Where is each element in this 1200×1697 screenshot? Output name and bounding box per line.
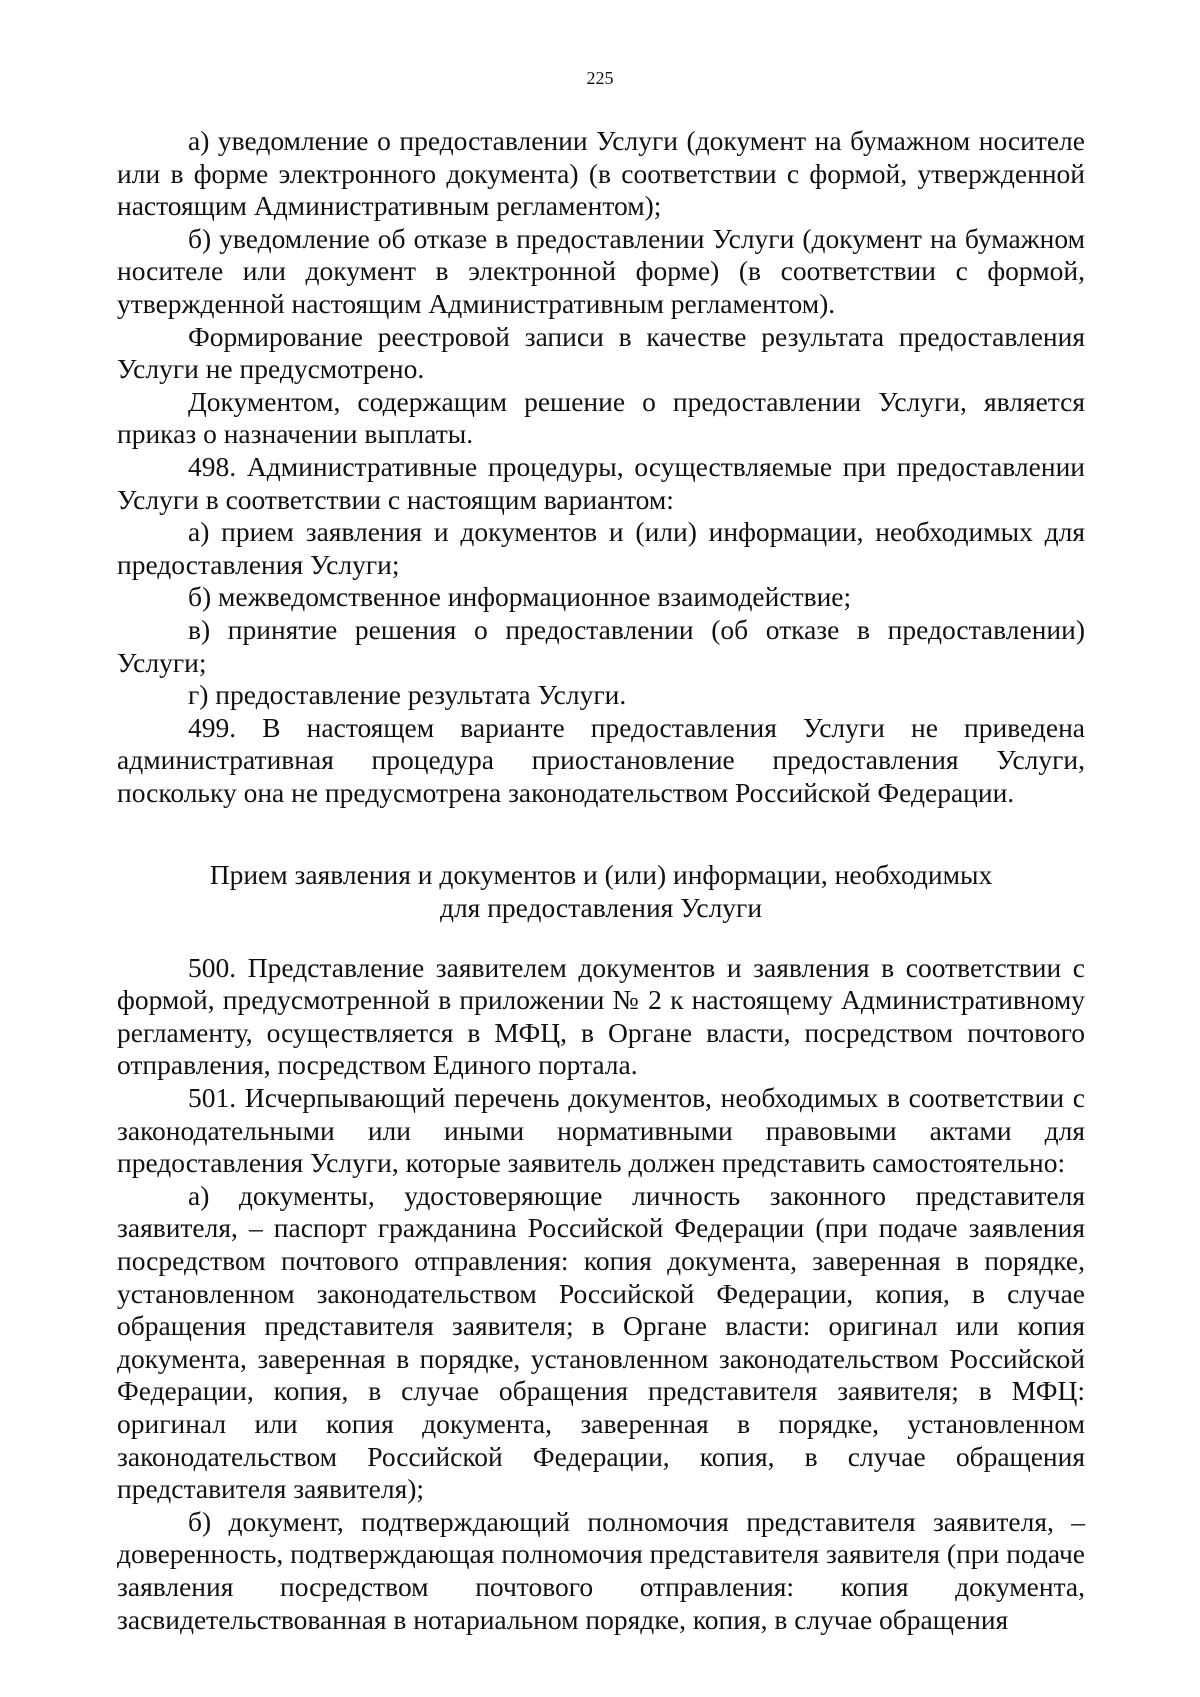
paragraph-decision-document: Документом, содержащим решение о предоставлении Услуги, является приказ о назначении выплаты. [117,385,1085,450]
list-item-498-a: а) прием заявления и документов и (или) информации, необходимых для предоставления Услуги; [117,516,1085,580]
page-number: 225 [586,68,614,88]
list-item-498-d: г) предоставление результата Услуги. [188,679,627,711]
paragraph-registry-record: Формирование реестровой записи в качестве результата предоставления Услуги не предусмотрено. [117,320,1085,385]
document-body [117,125,1085,1636]
paragraph-result-notice: а) уведомление о предоставлении Услуги (документ на бумажном носителе или в форме электронного документа) (в соответствии с формой, утвержденной настоящим Административным регламентом); [117,125,1085,222]
list-item-501-b: б) документ, подтверждающий полномочия представителя заявителя, – доверенность, подтверждающая полномочия представителя заявителя (при подаче заявления посредством почтового отправления: копия документа, засвидетельствованная в нотариальном порядке, копия, в случае обращения [117,1505,1085,1635]
paragraph-498: 498. Административные процедуры, осуществляемые при предоставлении Услуги в соответствии с настоящим вариантом: [117,450,1085,515]
list-item-501-a: а) документы, удостоверяющие личность законного представителя заявителя, – паспорт гражданина Российской Федерации (при подаче заявления посредством почтового отправления: копия документа, заверенная в порядке, установленном законодательством Российской Федерации, копия, в случае обращения представителя заявителя; в Органе власти: оригинал или копия документа, заверенная в порядке, установленном законодательством Российской Федерации, копия, в случае обращения представителя заявителя; в МФЦ: оригинал или копия документа, заверенная в порядке, установленном законодательством Российской Федерации, копия, в случае обращения представителя заявителя); [117,1179,1085,1505]
list-item-498-b: б) межведомственное информационное взаимодействие; [188,581,852,613]
paragraph-refusal-notice: б) уведомление об отказе в предоставлении Услуги (документ на бумажном носителе или документ в электронной форме) (в соответствии с формой, утвержденной настоящим Административным регламентом). [117,222,1085,319]
list-item-498-c: в) принятие решения о предоставлении (об отказе в предоставлении) Услуги; [117,613,1085,678]
paragraph-499: 499. В настоящем варианте предоставления Услуги не приведена административная процедура приостановление предоставления Услуги, поскольку она не предусмотрена законодательством Российской Федерации. [117,711,1085,808]
section-heading: Прием заявления и документов и (или) информации, необходимых для предоставления Услуги [209,859,993,924]
paragraph-501: 501. Исчерпывающий перечень документов, необходимых в соответствии с законодательными или иными нормативными правовыми актами для предоставления Услуги, которые заявитель должен представить самостоятельно: [117,1082,1085,1179]
paragraph-500: 500. Представление заявителем документов и заявления в соответствии с формой, предусмотренной в приложении № 2 к настоящему Административному регламенту, осуществляется в МФЦ, в Органе власти, посредством почтового отправления, посредством Единого портала. [117,951,1085,1081]
